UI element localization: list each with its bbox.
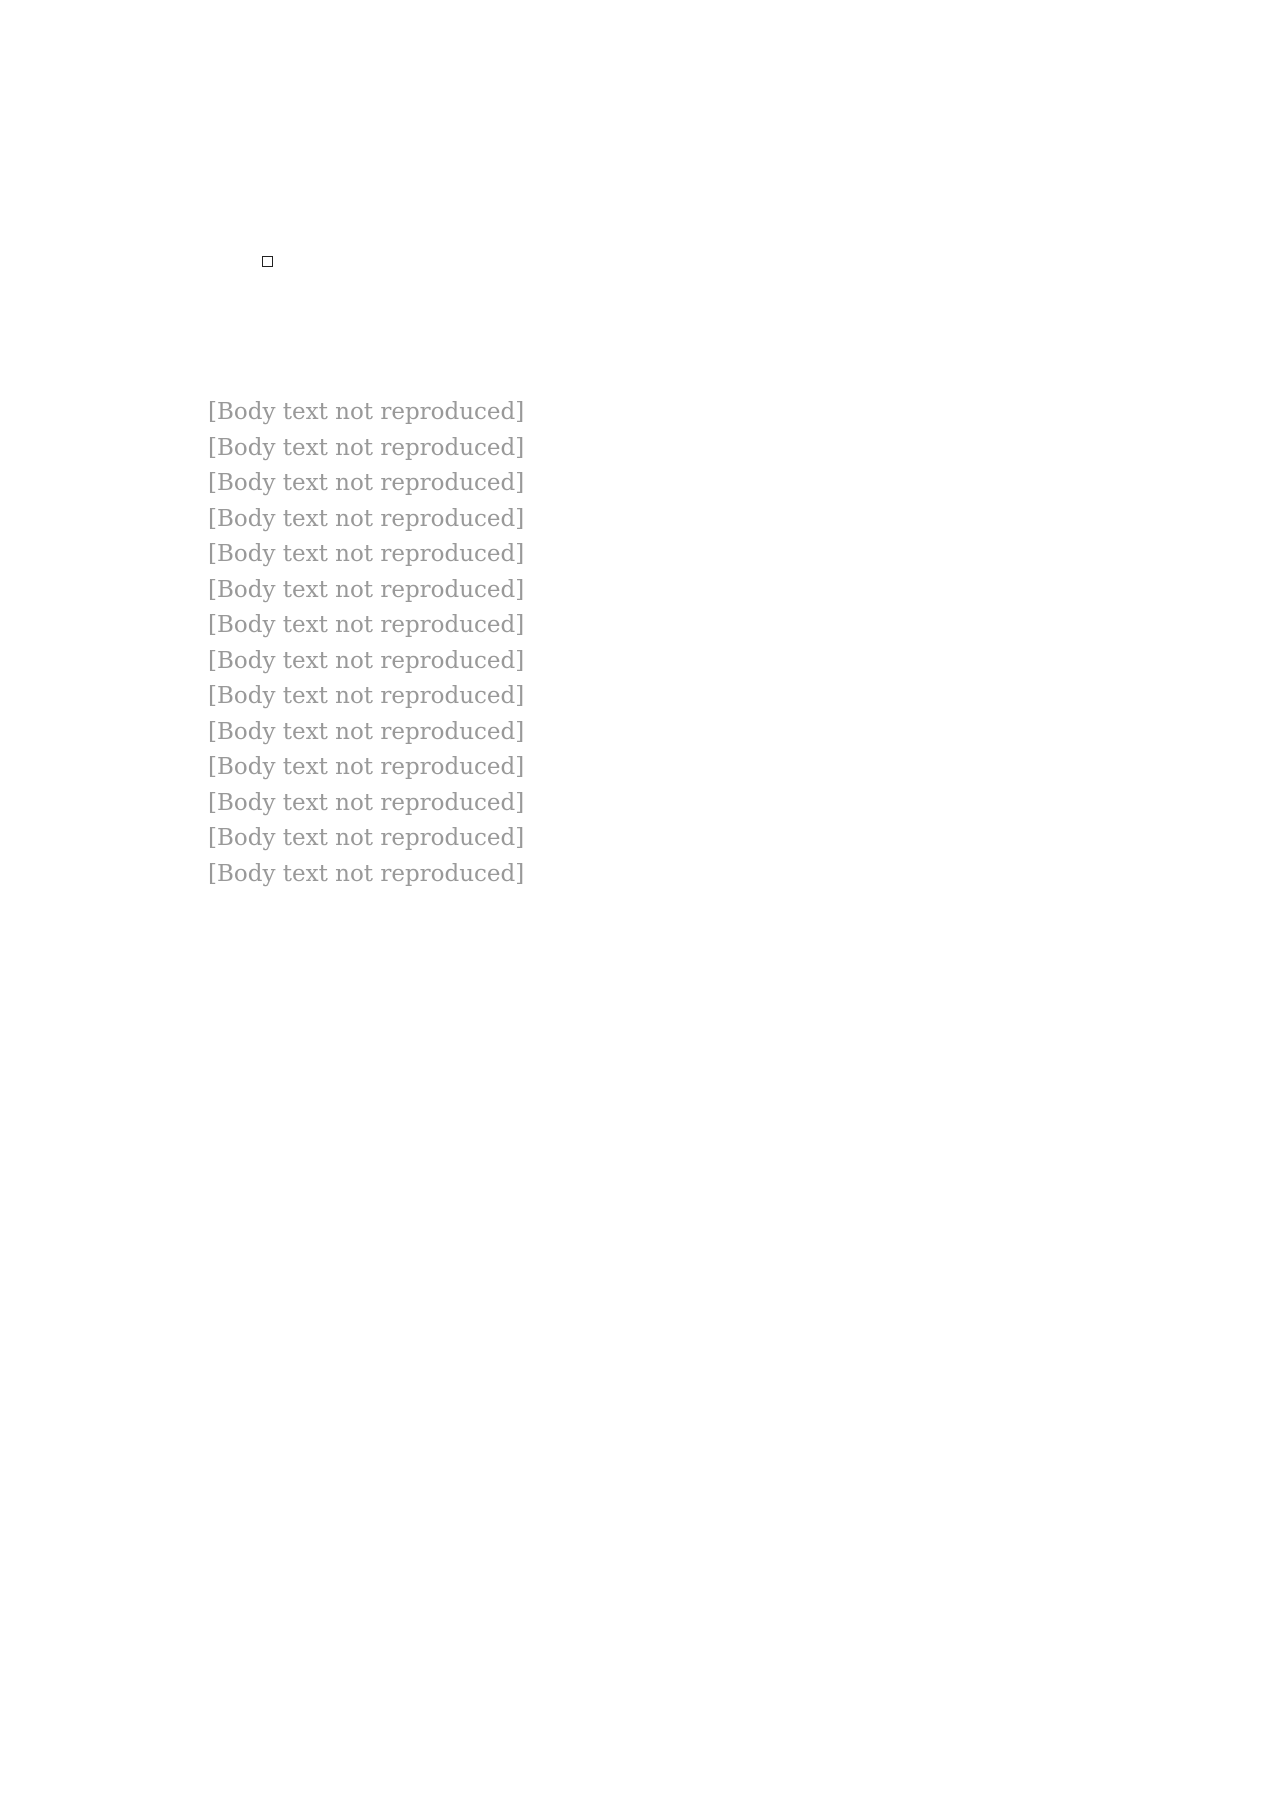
paragraph: [Body text not reproduced] [208,612,525,638]
paragraph: [Body text not reproduced] [208,683,525,709]
paragraph: [Body text not reproduced] [208,754,525,780]
paragraph: [Body text not reproduced] [208,789,525,816]
paragraph: [Body text not reproduced] [208,647,525,674]
paragraph: [Body text not reproduced] [208,434,525,461]
paragraph: [Body text not reproduced] [208,470,525,496]
paragraph: [Body text not reproduced] [208,718,525,745]
paragraph: [Body text not reproduced] [208,541,525,567]
section-marker-icon [262,256,273,267]
paragraph: [Body text not reproduced] [208,825,525,851]
paragraph: [Body text not reproduced] [208,860,525,887]
paragraph: [Body text not reproduced] [208,576,525,603]
paragraph: [Body text not reproduced] [208,399,525,425]
body-text [185,395,1095,892]
paragraph: [Body text not reproduced] [208,505,525,532]
